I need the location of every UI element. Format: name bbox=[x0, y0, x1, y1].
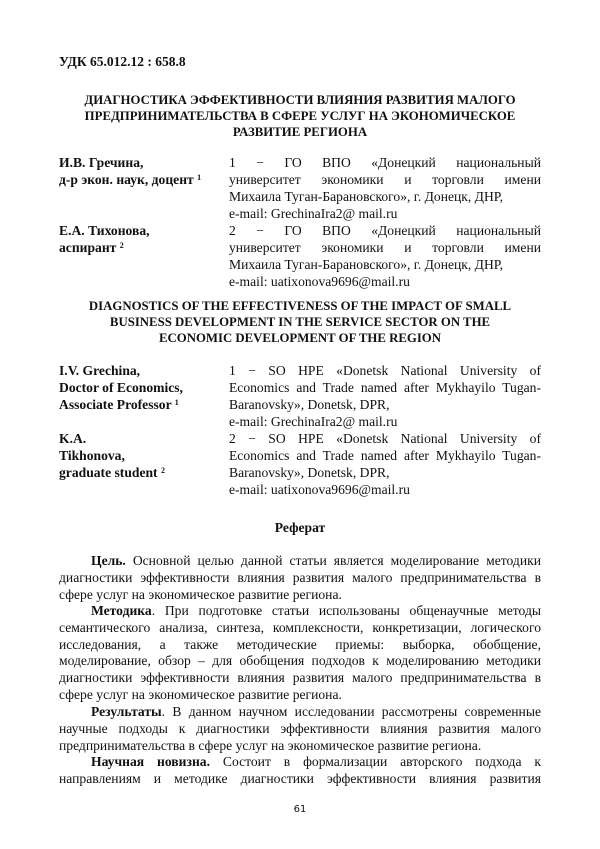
paragraph-line: Результаты. В данном научном исследовании рассмотрены современные bbox=[91, 704, 541, 719]
paragraph-line: направлениям и методике диагностики эффективности влияния развития bbox=[59, 770, 541, 786]
affiliation-line: 1 − SO HPE «Donetsk National University of bbox=[229, 363, 541, 378]
paragraph-line: исследования, а также методические приемы: выборка, обобщение, bbox=[59, 636, 541, 652]
author-title: д-р экон. наук, доцент $^1$ bbox=[59, 172, 202, 187]
abstract-novelty bbox=[59, 754, 541, 788]
footnote-mark: 1 bbox=[197, 173, 202, 182]
author-name: I.V. Grechina, bbox=[59, 363, 141, 378]
title-line: BUSINESS DEVELOPMENT IN THE SERVICE SECTOR ON THE bbox=[109, 315, 491, 329]
udk-code: УДК 65.012.12 : 658.8 bbox=[59, 54, 186, 69]
author-affiliation bbox=[229, 222, 541, 290]
title-line: ПРЕДПРИНИМАТЕЛЬСТВА В СФЕРЕ УСЛУГ НА ЭКОНОМИЧЕСКОЕ bbox=[84, 109, 516, 123]
author-affiliation bbox=[229, 430, 541, 498]
title-line: ECONOMIC DEVELOPMENT OF THE REGION bbox=[158, 331, 442, 345]
author-name-block bbox=[59, 430, 219, 481]
title-english bbox=[58, 298, 542, 346]
author-affiliation bbox=[229, 154, 541, 222]
page-number: 61 bbox=[293, 804, 307, 815]
abstract-method bbox=[59, 603, 541, 704]
author-name-block bbox=[59, 154, 219, 188]
affiliation-line: Economics and Trade named after Mykhayilo Tugan- bbox=[229, 448, 541, 463]
affiliation-line: университет экономики и торговли имени bbox=[229, 240, 541, 255]
affiliation-line: 1 − ГО ВПО «Донецкий национальный bbox=[229, 155, 541, 170]
author-name: И.В. Гречина, bbox=[59, 155, 144, 170]
author-email: e-mail: GrechinaIra2@ mail.ru bbox=[229, 206, 398, 221]
title-russian bbox=[58, 92, 542, 140]
author-email: e-mail: uatixonova9696@mail.ru bbox=[229, 482, 410, 497]
paragraph-line: моделирование, обзор – для обобщения подходов к моделированию методики bbox=[59, 653, 541, 669]
author-affiliation bbox=[229, 362, 541, 430]
abstract-results bbox=[59, 704, 541, 754]
author-title: graduate student $^2$ bbox=[59, 465, 165, 480]
affiliation-line: Baranovsky», Donetsk, DPR, bbox=[229, 397, 390, 412]
paragraph-line: сфере услуг на экономическое развитие региона. bbox=[59, 686, 342, 702]
author-name-block bbox=[59, 362, 219, 413]
author-name: Е.А. Тихонова, bbox=[59, 223, 150, 238]
affiliation-line: 2 − SO HPE «Donetsk National University of bbox=[229, 431, 541, 446]
abstract-goal bbox=[59, 553, 541, 603]
section-label: Цель. bbox=[91, 553, 126, 568]
author-degree: Doctor of Economics, bbox=[59, 380, 183, 395]
paragraph-line: предпринимательства в сфере услуг на экономическое развитие региона. bbox=[59, 737, 482, 753]
affiliation-line: Baranovsky», Donetsk, DPR, bbox=[229, 465, 390, 480]
affiliation-line: Михаила Туган-Барановского», г. Донецк, ДНР, bbox=[229, 189, 504, 204]
section-label: Методика bbox=[91, 603, 152, 618]
title-line: DIAGNOSTICS OF THE EFFECTIVENESS OF THE IMPACT OF SMALL bbox=[88, 299, 512, 313]
footnote-mark: 2 bbox=[160, 466, 165, 475]
author-name: K.A. Tikhonova, bbox=[59, 431, 125, 463]
author-email: e-mail: GrechinaIra2@ mail.ru bbox=[229, 414, 398, 429]
paragraph-line: диагностики эффективности влияния развития малого предпринимательства в bbox=[59, 670, 541, 686]
section-label: Научная новизна. bbox=[91, 754, 210, 769]
author-title: аспирант $^2$ bbox=[59, 240, 124, 255]
section-label: Результаты bbox=[91, 704, 162, 719]
paragraph-line: Научная новизна. Состоит в формализации авторского подхода к bbox=[91, 754, 542, 769]
paragraph-line: Методика. При подготовке статьи использованы общенаучные методы bbox=[91, 603, 541, 618]
abstract-heading: Реферат bbox=[274, 520, 326, 535]
paragraph-line: диагностики эффективности влияния развития малого предпринимательства в bbox=[59, 569, 541, 585]
paragraph-line: научные подходы к диагностики эффективности влияния развития малого bbox=[59, 720, 541, 736]
title-line: РАЗВИТИЕ РЕГИОНА bbox=[232, 125, 368, 139]
author-title: Associate Professor $^1$ bbox=[59, 397, 179, 412]
affiliation-line: университет экономики и торговли имени bbox=[229, 172, 541, 187]
affiliation-line: Михаила Туган-Барановского», г. Донецк, ДНР, bbox=[229, 257, 504, 272]
author-email: e-mail: uatixonova9696@mail.ru bbox=[229, 274, 410, 289]
paragraph-line: сфере услуг на экономическое развитие региона. bbox=[59, 586, 342, 602]
footnote-mark: 1 bbox=[174, 398, 179, 407]
footnote-mark: 2 bbox=[119, 241, 124, 250]
title-line: ДИАГНОСТИКА ЭФФЕКТИВНОСТИ ВЛИЯНИЯ РАЗВИТИЯ МАЛОГО bbox=[84, 93, 516, 107]
paragraph-line: Цель. Основной целью данной статьи является моделирование методики bbox=[91, 553, 541, 568]
affiliation-line: 2 − ГО ВПО «Донецкий национальный bbox=[229, 223, 541, 238]
paragraph-line: семантического анализа, синтеза, комплексности, конкретизации, логического bbox=[59, 619, 541, 635]
affiliation-line: Economics and Trade named after Mykhayilo Tugan- bbox=[229, 380, 541, 395]
author-name-block bbox=[59, 222, 219, 256]
